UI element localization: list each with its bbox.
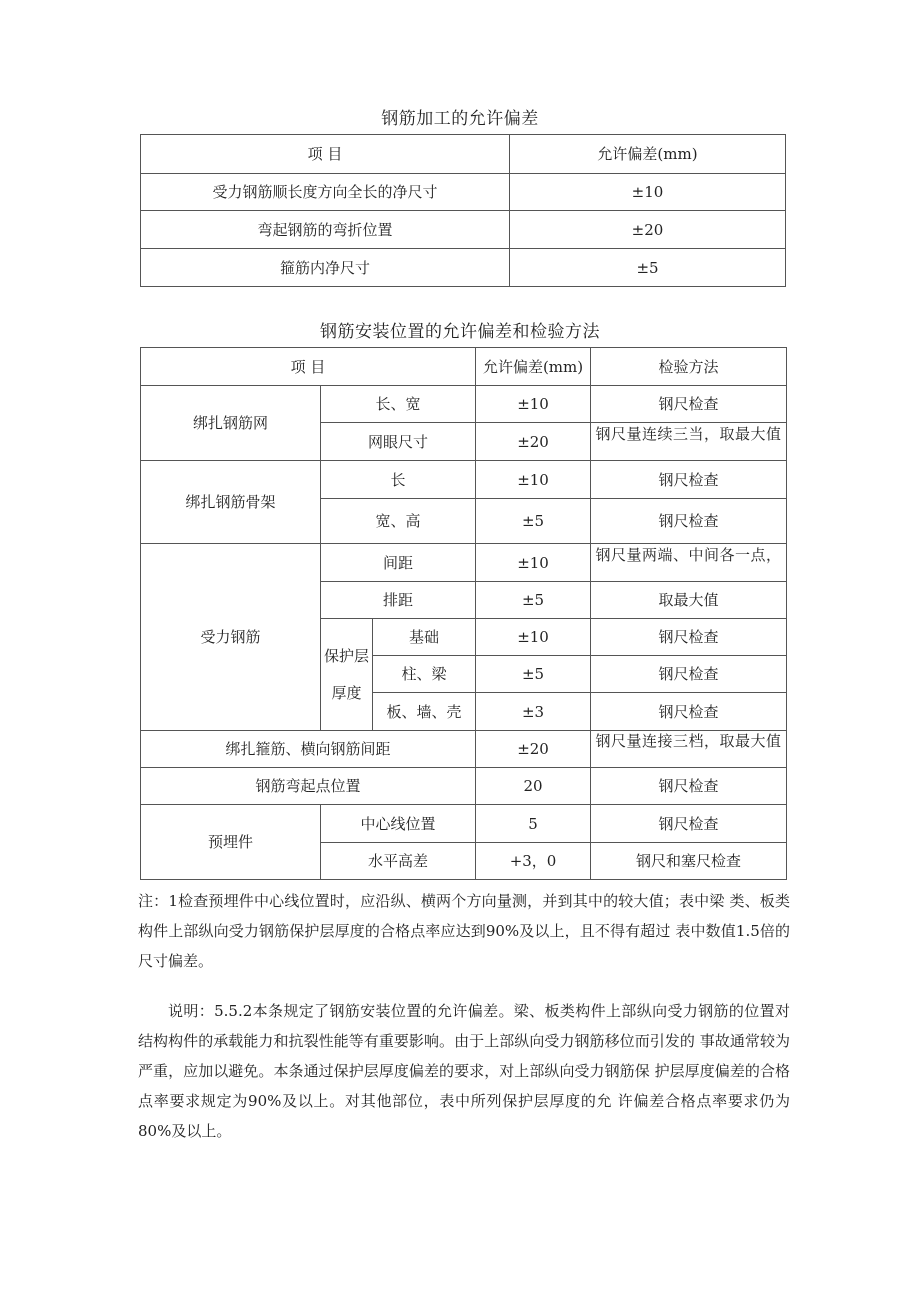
explanation-paragraph: 说明：5.5.2本条规定了钢筋安装位置的允许偏差。梁、板类构件上部纵向受力钢筋的位置对结构构件的承载能力和抗裂性能等有重要影响。由于上部纵向受力钢筋移位而引发的 事故通常较为严重，应加以避免。本条通过保护层厚度偏差的要求，对上部纵向受力钢筋保 护层厚度偏差的合格点率要求规定为90%及以上。对其他部位，表中所列保护层厚度的允 许偏差合格点率要求仍为80%及以上。 [138,1002,790,1140]
method-cell: 钢尺检查 [591,619,787,656]
item-cell: 受力钢筋顺长度方向全长的净尺寸 [141,174,510,211]
tolerance-cell: 20 [476,768,591,805]
method-cell: 取最大值 [591,582,787,619]
cover-label-line1: 保护层 [323,646,369,665]
tolerance-cell: ±5 [476,656,591,693]
table-row [141,249,786,287]
table-row [141,211,786,249]
group-label: 绑扎钢筋网 [141,386,321,461]
table-header-row [141,135,786,174]
item-cell: 板、墙、壳 [373,693,476,731]
tolerance-cell: ±10 [476,619,591,656]
table1-title: 钢筋加工的允许偏差 [381,109,539,129]
tolerance-cell: ±10 [476,544,591,582]
item-cell: 间距 [321,544,476,582]
header-item: 项 目 [141,135,510,174]
tolerance-cell: ±3 [476,693,591,731]
method-cell: 钢尺和塞尺检查 [591,843,787,880]
tolerance-cell: ±20 [476,423,591,461]
method-cell: 钢尺检查 [591,461,787,499]
group-label: 预埋件 [141,805,321,880]
item-cell: 中心线位置 [321,805,476,843]
tolerance-cell: ±10 [476,386,591,423]
table2-title: 钢筋安装位置的允许偏差和检验方法 [320,322,600,342]
item-cell: 绑扎箍筋、横向钢筋间距 [141,731,476,768]
item-cell: 排距 [321,582,476,619]
table-row [141,731,787,768]
header-method: 检验方法 [591,348,787,386]
tolerance-cell: ±5 [510,249,786,287]
tolerance-cell: ±20 [476,731,591,768]
item-cell: 箍筋内净尺寸 [141,249,510,287]
installation-tolerance-table [140,347,787,880]
tolerance-cell: ±10 [476,461,591,499]
tolerance-cell: 5 [476,805,591,843]
item-cell: 钢筋弯起点位置 [141,768,476,805]
header-tolerance: 允许偏差(mm) [476,348,591,386]
method-cell: 钢尺检查 [591,805,787,843]
method-cell: 钢尺检查 [591,499,787,544]
method-text: 钢尺量连续三当，取最大值 [595,424,782,443]
tolerance-cell: ±10 [510,174,786,211]
tolerance-cell: +3，0 [476,843,591,880]
tolerance-cell: ±20 [510,211,786,249]
table-row [141,805,787,843]
table-row [141,461,787,499]
item-cell: 基础 [373,619,476,656]
method-text: 钢尺量两端、中间各一点， [595,545,782,564]
table-note: 注：1检查预埋件中心线位置时，应沿纵、横两个方向量测，并到其中的较大值；表中梁 类、板类构件上部纵向受力钢筋保护层厚度的合格点率应达到90%及以上，且不得有超过 表中数值1.5倍的尺寸偏差。 [138,892,790,970]
item-cell: 宽、高 [321,499,476,544]
item-cell: 弯起钢筋的弯折位置 [141,211,510,249]
item-cell: 网眼尺寸 [321,423,476,461]
table-header-row [141,348,787,386]
table-row [141,544,787,582]
group-label: 绑扎钢筋骨架 [141,461,321,544]
item-cell: 柱、梁 [373,656,476,693]
method-cell [591,423,787,461]
method-cell: 钢尺检查 [591,768,787,805]
item-cell: 长 [321,461,476,499]
method-cell [591,544,787,582]
machining-tolerance-table [140,134,786,287]
tolerance-cell: ±5 [476,499,591,544]
method-cell: 钢尺检查 [591,693,787,731]
method-cell: 钢尺检查 [591,656,787,693]
group-label: 受力钢筋 [141,544,321,731]
header-tolerance: 允许偏差(mm) [510,135,786,174]
table-row [141,174,786,211]
header-item: 项 目 [141,348,476,386]
table-row [141,768,787,805]
item-cell: 长、宽 [321,386,476,423]
cover-label-line2: 厚度 [331,683,362,702]
method-cell: 钢尺检查 [591,386,787,423]
item-cell: 水平高差 [321,843,476,880]
method-text: 钢尺量连接三档，取最大值 [595,732,782,750]
table-row [141,386,787,423]
cover-label [321,619,373,731]
tolerance-cell: ±5 [476,582,591,619]
method-cell [591,731,787,768]
